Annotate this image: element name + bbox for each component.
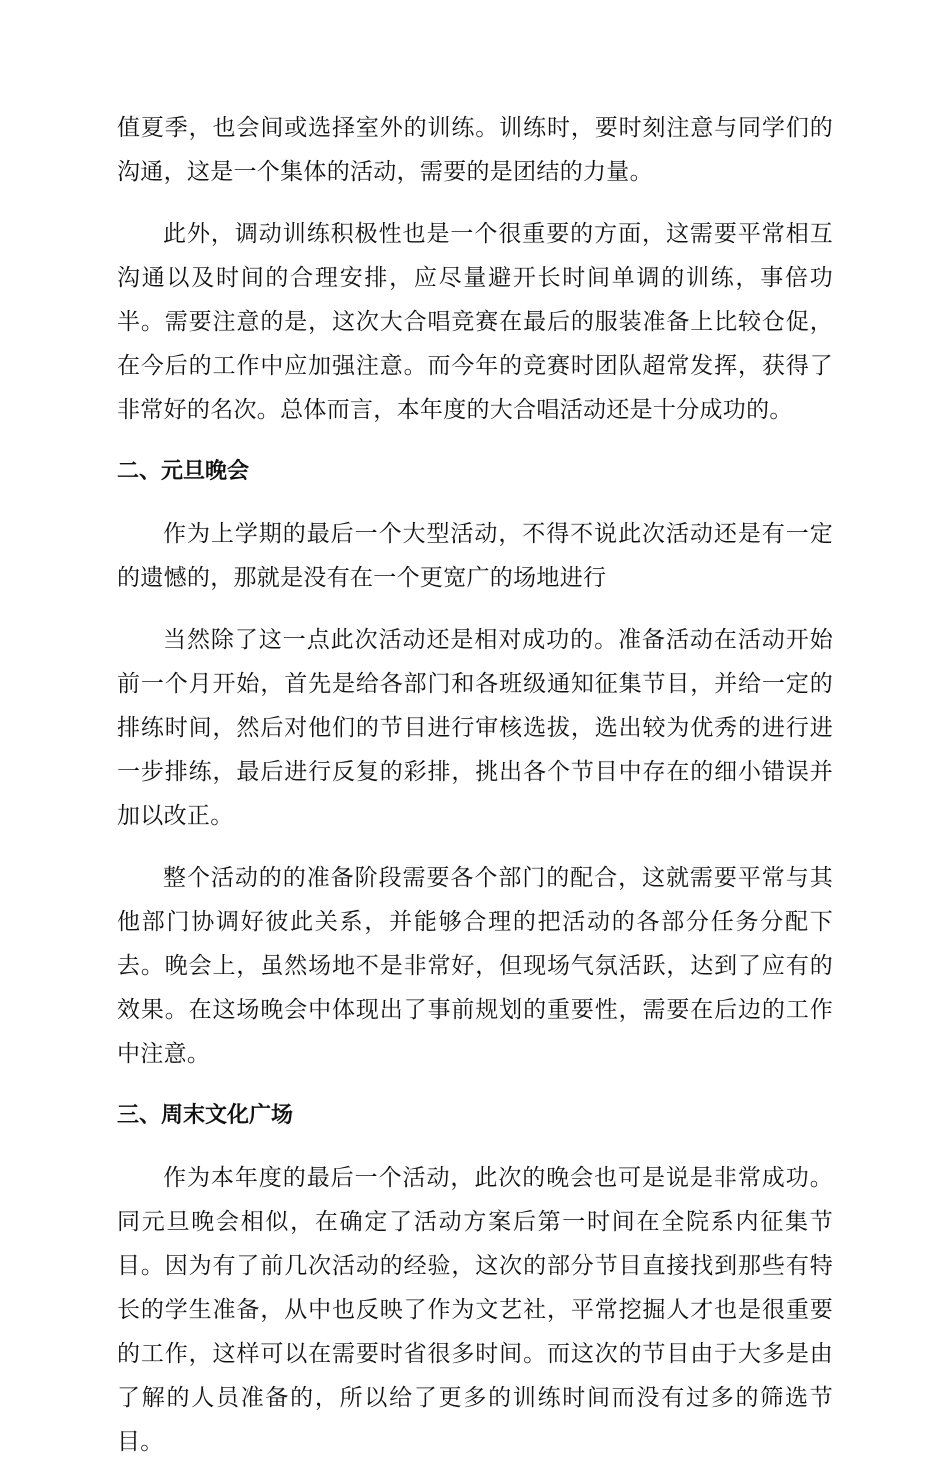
paragraph-choir-summary: 此外，调动训练积极性也是一个很重要的方面，这需要平常相互沟通以及时间的合理安排，应尽量避开长时间单调的训练，事倍功半。需要注意的是，这次大合唱竞赛在最后的服装准备上比较仓促，在今后的工作中应加强注意。而今年的竞赛时团队超常发挥，获得了非常好的名次。总体而言，本年度的大合唱活动还是十分成功的。 xyxy=(117,221,833,423)
section-heading-new-year-gala: 二、元旦晚会 xyxy=(117,459,250,484)
paragraph-summer-training: 值夏季，也会间或选择室外的训练。训练时，要时刻注意与同学们的沟通，这是一个集体的活动，需要的是团结的力量。 xyxy=(117,115,833,185)
document-body xyxy=(117,106,833,1464)
paragraph-gala-coordination: 整个活动的的准备阶段需要各个部门的配合，这就需要平常与其他部门协调好彼此关系，并能够合理的把活动的各部分任务分配下去。晚会上，虽然场地不是非常好，但现场气氛活跃，达到了应有的效果。在这场晚会中体现出了事前规划的重要性，需要在后边的工作中注意。 xyxy=(117,865,833,1067)
paragraph-gala-preparation: 当然除了这一点此次活动还是相对成功的。准备活动在活动开始前一个月开始，首先是给各部门和各班级通知征集节目，并给一定的排练时间，然后对他们的节目进行审核选拔，选出较为优秀的进行进一步排练，最后进行反复的彩排，挑出各个节目中存在的细小错误并加以改正。 xyxy=(117,627,833,829)
section-heading-weekend-plaza: 三、周末文化广场 xyxy=(117,1103,294,1128)
paragraph-weekend-plaza: 作为本年度的最后一个活动，此次的晚会也可是说是非常成功。同元旦晚会相似，在确定了活动方案后第一时间在全院系内征集节目。因为有了前几次活动的经验，这次的部分节目直接找到那些有特长的学生准备，从中也反映了作为文艺社，平常挖掘人才也是很重要的工作，这样可以在需要时省很多时间。而这次的节目由于大多是由了解的人员准备的，所以给了更多的训练时间而没有过多的筛选节目。 xyxy=(117,1165,833,1455)
paragraph-gala-venue: 作为上学期的最后一个大型活动，不得不说此次活动还是有一定的遗憾的，那就是没有在一个更宽广的场地进行 xyxy=(117,521,833,591)
